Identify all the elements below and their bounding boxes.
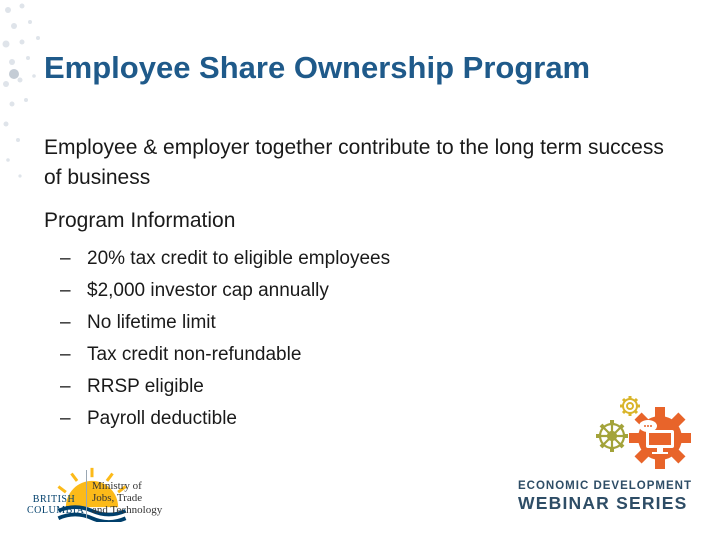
list-item — [60, 403, 390, 435]
list-item — [60, 371, 390, 403]
ministry-line1: Ministry of — [92, 480, 142, 492]
bullet-text: 20% tax credit to eligible employees — [87, 248, 391, 269]
ministry-name — [92, 480, 162, 516]
bullet-dash: – — [60, 408, 71, 429]
bullet-dash: – — [60, 248, 71, 269]
list-item — [60, 339, 390, 371]
bullet-text: Payroll deductible — [87, 408, 237, 429]
bullet-list — [60, 243, 390, 435]
list-item — [60, 243, 390, 275]
intro-text: Employee & employer together contribute to the long term success of business — [44, 136, 664, 189]
ministry-line3: and Technology — [92, 504, 163, 516]
bc-name-line1: BRITISH — [32, 494, 76, 505]
bullet-dash: – — [60, 312, 71, 333]
list-item — [60, 307, 390, 339]
list-item — [60, 275, 390, 307]
series-line2: WEBINAR SERIES — [518, 493, 688, 513]
bullet-dash: – — [60, 280, 71, 301]
ministry-line2: Jobs, Trade — [92, 492, 143, 504]
section-heading: Program Information — [44, 209, 236, 232]
bullet-text: Tax credit non-refundable — [87, 344, 302, 365]
bullet-text: $2,000 investor cap annually — [87, 280, 329, 301]
logo-divider — [86, 470, 87, 518]
slide-title: Employee Share Ownership Program — [44, 50, 591, 85]
gears-chat-icon — [588, 392, 698, 476]
bullet-dash: – — [60, 344, 71, 365]
bullet-text: No lifetime limit — [87, 312, 216, 333]
bullet-dash: – — [60, 376, 71, 397]
bullet-text: RRSP eligible — [87, 376, 204, 397]
series-line1: ECONOMIC DEVELOPMENT — [518, 480, 692, 492]
bc-name-line2: COLUMBIA — [27, 505, 85, 516]
webinar-series-label — [518, 480, 692, 514]
bc-wordmark — [27, 494, 85, 516]
